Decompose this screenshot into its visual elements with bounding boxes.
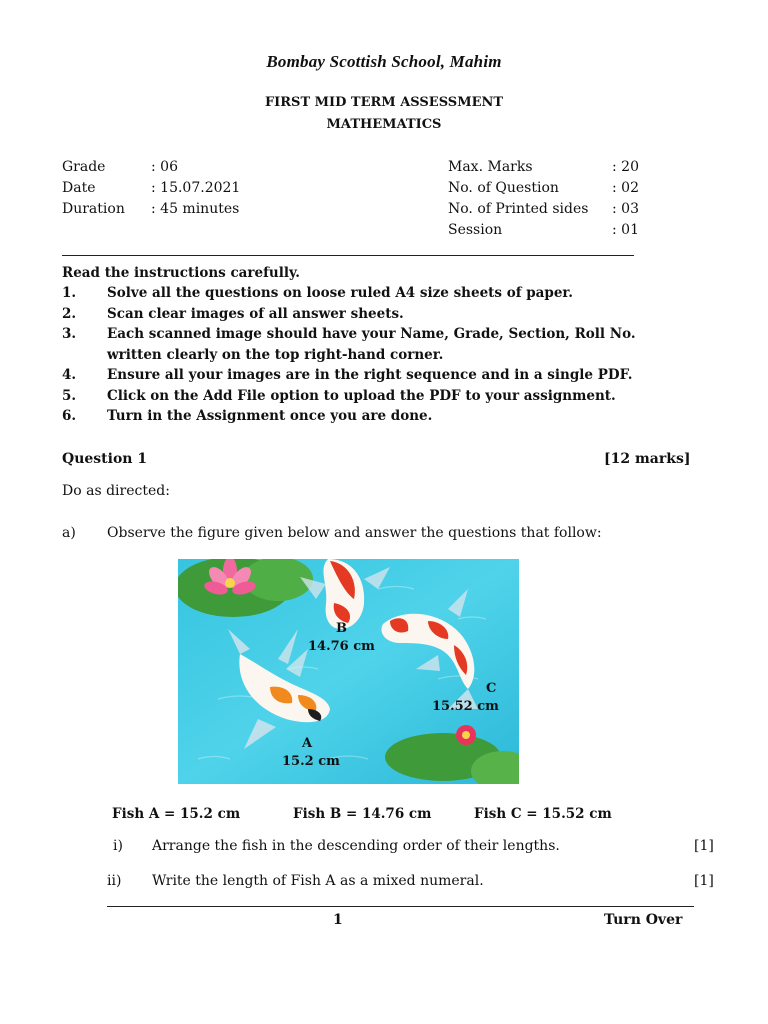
part-label: a) bbox=[62, 525, 76, 541]
question-marks: [12 marks] bbox=[604, 451, 691, 467]
subquestion-marks: [1] bbox=[694, 838, 714, 854]
instruction-item: 2. Scan clear images of all answer sheets. bbox=[62, 305, 404, 322]
instructions bbox=[62, 263, 722, 427]
page-number: 1 bbox=[333, 912, 343, 928]
instructions-heading: Read the instructions carefully. bbox=[62, 265, 300, 281]
fish-c-length: 15.52 cm bbox=[432, 699, 499, 714]
meta-value: : 01 bbox=[612, 222, 639, 238]
instruction-item: 4. Ensure all your images are in the right sequence and in a single PDF. bbox=[62, 367, 633, 383]
question-title: Question 1 bbox=[62, 451, 148, 467]
fish-b-letter: B bbox=[336, 621, 347, 636]
header-divider bbox=[62, 255, 634, 256]
koi-pond-figure bbox=[178, 559, 519, 784]
instruction-item: 6. Turn in the Assignment once you are done. bbox=[62, 408, 433, 424]
fish-a-letter: A bbox=[302, 736, 313, 751]
small-flower-icon bbox=[456, 725, 476, 745]
meta-value: : 45 minutes bbox=[151, 201, 240, 217]
question-directive: Do as directed: bbox=[62, 483, 170, 499]
fish-c-label: Fish C = 15.52 cm bbox=[474, 806, 612, 822]
footer-divider bbox=[107, 906, 694, 907]
subquestion-marks: [1] bbox=[694, 873, 714, 889]
fish-b-length: 14.76 cm bbox=[308, 639, 375, 654]
meta-label: Max. Marks bbox=[448, 159, 533, 175]
instruction-item: 3. Each scanned image should have your Name, Grade, Section, Roll No. written clearly on the top right-hand corner. bbox=[62, 326, 636, 363]
meta-value: : 03 bbox=[612, 201, 639, 217]
fish-b-label: Fish B = 14.76 cm bbox=[293, 806, 432, 822]
meta-label: Duration bbox=[62, 201, 125, 217]
subquestion-text: Arrange the fish in the descending order of their lengths. bbox=[152, 838, 560, 854]
meta-label: No. of Printed sides bbox=[448, 201, 589, 217]
meta-label: Session bbox=[448, 222, 503, 238]
instruction-item: 5. Click on the Add File option to upload the PDF to your assignment. bbox=[62, 387, 616, 404]
instruction-item: 1. Solve all the questions on loose ruled A4 size sheets of paper. bbox=[62, 285, 574, 301]
fish-a-label: Fish A = 15.2 cm bbox=[112, 806, 241, 822]
koi-pond-illustration bbox=[178, 559, 519, 784]
subquestion-label: ii) bbox=[107, 873, 122, 889]
meta-value: : 06 bbox=[151, 159, 178, 175]
assessment-title: FIRST MID TERM ASSESSMENT bbox=[264, 95, 504, 110]
turn-over: Turn Over bbox=[604, 912, 683, 928]
meta-label: No. of Question bbox=[448, 180, 559, 196]
school-name: Bombay Scottish School, Mahim bbox=[266, 52, 502, 71]
part-text: Observe the figure given below and answer the questions that follow: bbox=[107, 525, 602, 541]
subquestion-text: Write the length of Fish A as a mixed numeral. bbox=[152, 873, 484, 889]
meta-value: : 02 bbox=[612, 180, 639, 196]
subquestion-label: i) bbox=[113, 838, 123, 854]
meta-value: : 15.07.2021 bbox=[151, 180, 241, 196]
fish-a-length: 15.2 cm bbox=[282, 754, 340, 769]
subject-title: MATHEMATICS bbox=[326, 117, 442, 132]
meta-label: Grade bbox=[62, 159, 106, 175]
fish-c-letter: C bbox=[486, 681, 497, 696]
meta-right bbox=[448, 157, 639, 241]
meta-value: : 20 bbox=[612, 159, 639, 175]
meta-left bbox=[62, 157, 240, 220]
meta-label: Date bbox=[62, 180, 96, 196]
